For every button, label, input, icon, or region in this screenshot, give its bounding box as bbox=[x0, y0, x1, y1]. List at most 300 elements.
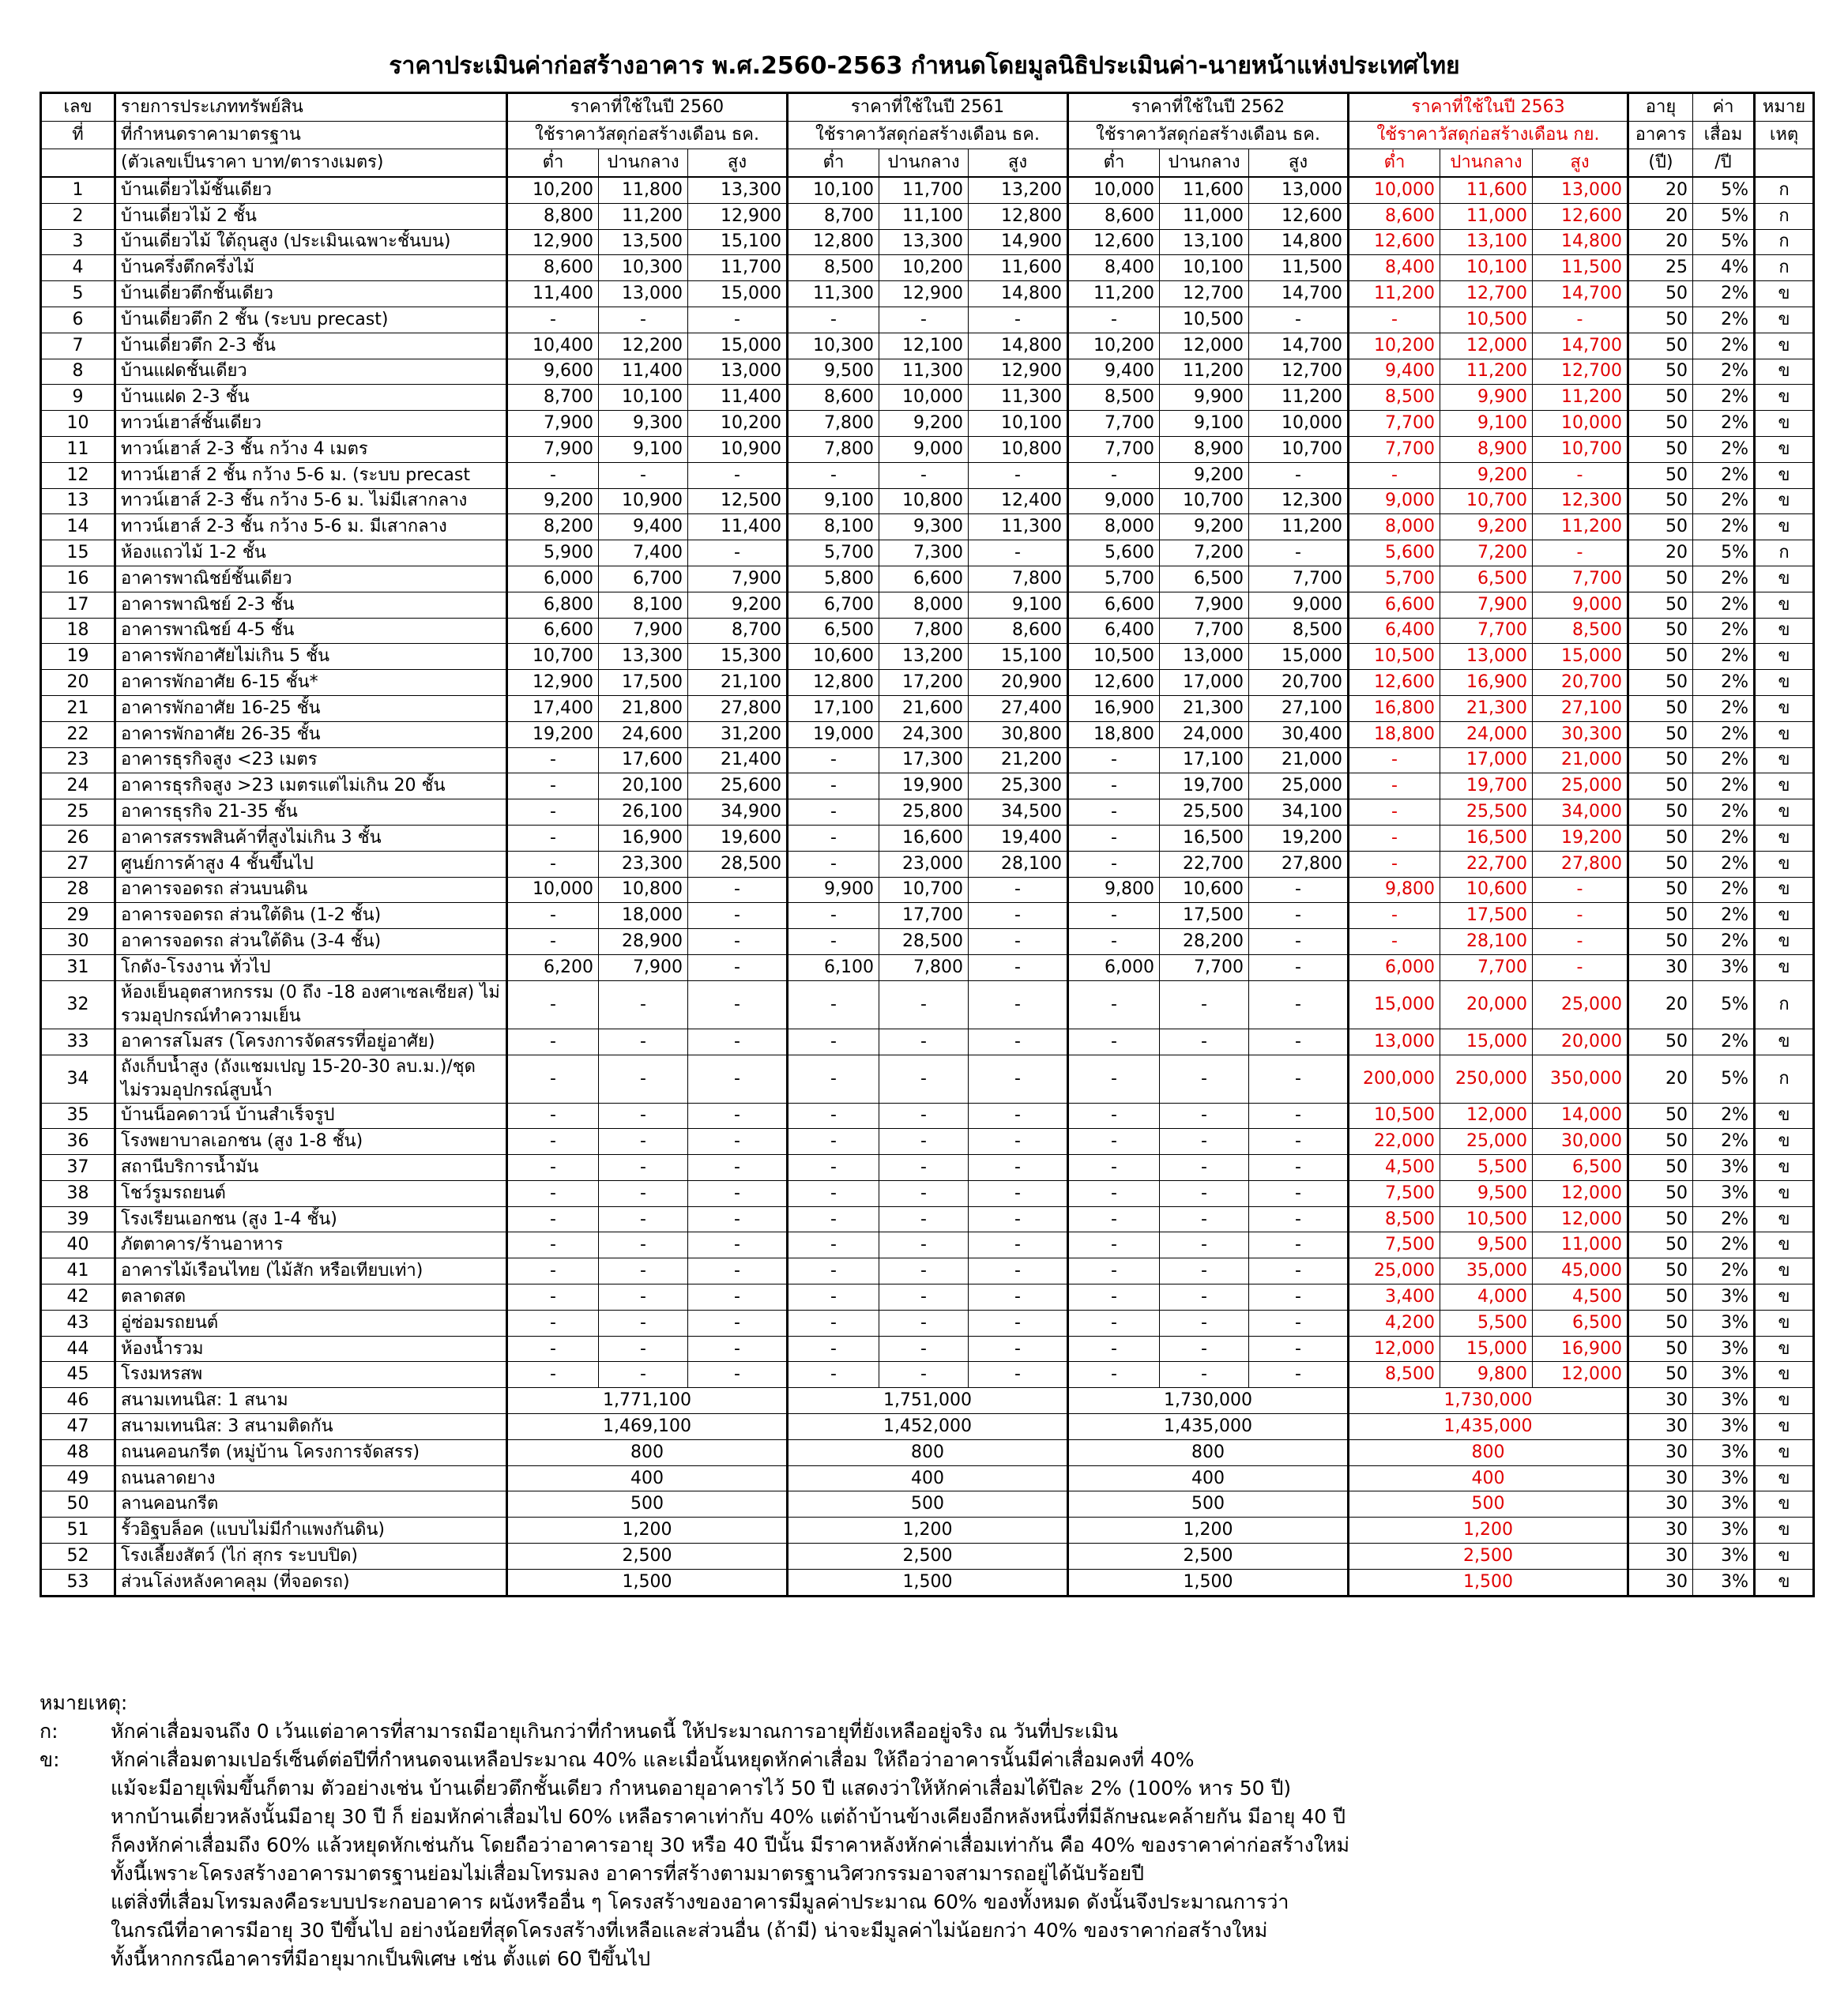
price-high: 8,500 bbox=[1533, 618, 1628, 644]
price-mid: - bbox=[1160, 980, 1249, 1029]
remark-line bbox=[40, 1860, 1809, 1888]
row-age: 50 bbox=[1628, 385, 1693, 411]
price-single: 400 bbox=[1349, 1465, 1628, 1491]
header-depreciation: ค่า bbox=[1693, 93, 1755, 122]
row-number: 30 bbox=[41, 929, 115, 955]
row-item-name: ทาวน์เฮาส์ 2-3 ชั้น กว้าง 5-6 ม. มีเสากลาง bbox=[115, 514, 507, 540]
price-mid: - bbox=[1160, 1029, 1249, 1055]
row-note: ข bbox=[1755, 1180, 1814, 1206]
row-depreciation: 2% bbox=[1693, 436, 1755, 462]
row-depreciation: 2% bbox=[1693, 773, 1755, 799]
price-mid: 16,600 bbox=[879, 825, 969, 851]
price-low: 5,600 bbox=[1068, 540, 1160, 566]
price-low: - bbox=[788, 851, 879, 877]
price-high: 9,000 bbox=[1533, 592, 1628, 618]
price-low: 6,400 bbox=[1068, 618, 1160, 644]
price-mid: 8,900 bbox=[1440, 436, 1533, 462]
price-low: - bbox=[788, 773, 879, 799]
header-note-2: เหตุ bbox=[1755, 122, 1814, 149]
row-number: 34 bbox=[41, 1055, 115, 1103]
row-number: 47 bbox=[41, 1414, 115, 1440]
price-high: - bbox=[688, 1362, 788, 1388]
row-number: 11 bbox=[41, 436, 115, 462]
table-row bbox=[41, 1180, 1814, 1206]
price-mid: 11,600 bbox=[1160, 177, 1249, 203]
price-low: 18,800 bbox=[1068, 721, 1160, 747]
price-low: 6,100 bbox=[788, 954, 879, 980]
price-high: - bbox=[1249, 954, 1349, 980]
price-high: - bbox=[1249, 1029, 1349, 1055]
price-single: 1,500 bbox=[507, 1569, 788, 1596]
row-item-name: ทาวน์เฮาส์ 2-3 ชั้น กว้าง 5-6 ม. ไม่มีเสากลาง bbox=[115, 488, 507, 514]
row-age: 50 bbox=[1628, 825, 1693, 851]
price-mid: 17,500 bbox=[599, 670, 688, 696]
price-mid: - bbox=[879, 980, 969, 1029]
price-high: 11,200 bbox=[1533, 385, 1628, 411]
price-high: 27,100 bbox=[1533, 695, 1628, 721]
table-row bbox=[41, 1491, 1814, 1518]
price-high: - bbox=[1249, 462, 1349, 488]
remarks-title: หมายเหตุ: bbox=[40, 1691, 128, 1714]
price-high: 19,200 bbox=[1249, 825, 1349, 851]
row-item-name: ส่วนโล่งหลังคาคลุม (ที่จอดรถ) bbox=[115, 1569, 507, 1596]
row-depreciation: 2% bbox=[1693, 359, 1755, 385]
price-high: 34,100 bbox=[1249, 799, 1349, 826]
price-high: 12,800 bbox=[969, 203, 1068, 229]
row-number: 14 bbox=[41, 514, 115, 540]
price-high: - bbox=[1249, 1310, 1349, 1336]
price-low: 10,100 bbox=[788, 177, 879, 203]
row-number: 26 bbox=[41, 825, 115, 851]
price-mid: 11,300 bbox=[879, 359, 969, 385]
row-number: 20 bbox=[41, 670, 115, 696]
price-mid: 10,300 bbox=[599, 255, 688, 281]
price-low: - bbox=[507, 307, 599, 333]
price-mid: 10,500 bbox=[1440, 307, 1533, 333]
price-high: 34,000 bbox=[1533, 799, 1628, 826]
row-item-name: อู่ซ่อมรถยนต์ bbox=[115, 1310, 507, 1336]
price-high: 27,400 bbox=[969, 695, 1068, 721]
row-item-name: อาคารพาณิชย์ 4-5 ชั้น bbox=[115, 618, 507, 644]
price-mid: 6,500 bbox=[1440, 566, 1533, 592]
price-low: 15,000 bbox=[1349, 980, 1440, 1029]
price-low: 5,600 bbox=[1349, 540, 1440, 566]
price-high: 7,900 bbox=[688, 566, 788, 592]
price-single: 2,500 bbox=[507, 1544, 788, 1570]
price-high: 21,000 bbox=[1249, 747, 1349, 773]
price-mid: 9,100 bbox=[599, 436, 688, 462]
price-low: - bbox=[788, 1055, 879, 1103]
row-note: ข bbox=[1755, 877, 1814, 903]
price-low: 8,700 bbox=[788, 203, 879, 229]
price-low: - bbox=[1068, 1180, 1160, 1206]
price-single: 1,730,000 bbox=[1068, 1388, 1349, 1414]
price-high: 28,100 bbox=[969, 851, 1068, 877]
table-row bbox=[41, 851, 1814, 877]
row-note: ข bbox=[1755, 721, 1814, 747]
price-high: 21,200 bbox=[969, 747, 1068, 773]
price-high: - bbox=[969, 1362, 1068, 1388]
price-mid: 11,700 bbox=[879, 177, 969, 203]
remark-text: แม้จะมีอายุเพิ่มขึ้นก็ตาม ตัวอย่างเช่น บ้านเดี่ยวตึกชั้นเดียว กำหนดอายุอาคารไว้ 50 ปี แสดงว่าให้หักค่าเสื่อมได้ปีละ 2% (100% หาร 50 ปี) bbox=[111, 1777, 1292, 1800]
price-mid: - bbox=[599, 1029, 688, 1055]
price-low: - bbox=[1068, 799, 1160, 826]
price-high: - bbox=[688, 1055, 788, 1103]
price-mid: - bbox=[1160, 1055, 1249, 1103]
price-low: 6,800 bbox=[507, 592, 599, 618]
price-low: 10,700 bbox=[507, 644, 599, 670]
price-low: 9,400 bbox=[1068, 359, 1160, 385]
row-depreciation: 3% bbox=[1693, 1465, 1755, 1491]
price-low: 4,200 bbox=[1349, 1310, 1440, 1336]
row-item-name: บ้านแฝดชั้นเดียว bbox=[115, 359, 507, 385]
remark-line bbox=[40, 1746, 1809, 1774]
price-high: 8,700 bbox=[688, 618, 788, 644]
remarks bbox=[40, 1689, 1809, 1973]
row-item-name: ห้องแถวไม้ 1-2 ชั้น bbox=[115, 540, 507, 566]
price-high: - bbox=[688, 954, 788, 980]
price-single: 2,500 bbox=[1349, 1544, 1628, 1570]
row-note: ข bbox=[1755, 1491, 1814, 1518]
remark-key bbox=[40, 1774, 111, 1803]
row-note: ข bbox=[1755, 1362, 1814, 1388]
remark-line bbox=[40, 1831, 1809, 1860]
price-high: - bbox=[1249, 903, 1349, 929]
row-age: 50 bbox=[1628, 488, 1693, 514]
price-mid: 25,500 bbox=[1440, 799, 1533, 826]
row-age: 50 bbox=[1628, 514, 1693, 540]
remark-text: ก็คงหักค่าเสื่อมถึง 60% แล้วหยุดหักเช่นกัน โดยถือว่าอาคารอายุ 30 หรือ 40 ปีนั้น มีราคาหลังหักค่าเสื่อมเท่ากัน คือ 40% ของราคาค่าก่อสร้างใหม่ bbox=[111, 1834, 1349, 1856]
row-depreciation: 2% bbox=[1693, 877, 1755, 903]
price-low: 5,700 bbox=[1068, 566, 1160, 592]
row-note: ข bbox=[1755, 1336, 1814, 1362]
row-note: ข bbox=[1755, 695, 1814, 721]
price-low: - bbox=[507, 929, 599, 955]
price-high: - bbox=[969, 1336, 1068, 1362]
price-low: - bbox=[507, 1336, 599, 1362]
price-low: 25,000 bbox=[1349, 1258, 1440, 1284]
table-row bbox=[41, 929, 1814, 955]
row-item-name: อาคารพักอาศัยไม่เกิน 5 ชั้น bbox=[115, 644, 507, 670]
price-low: 10,500 bbox=[1349, 644, 1440, 670]
price-mid: 12,000 bbox=[1440, 1103, 1533, 1129]
header-depreciation-2: เสื่อม bbox=[1693, 122, 1755, 149]
page-title: ราคาประเมินค่าก่อสร้างอาคาร พ.ศ.2560-2563 กำหนดโดยมูลนิธิประเมินค่า-นายหน้าแห่งประเทศไทย bbox=[389, 52, 1460, 80]
price-low: 3,400 bbox=[1349, 1284, 1440, 1311]
row-age: 50 bbox=[1628, 747, 1693, 773]
table-row bbox=[41, 1336, 1814, 1362]
price-high: - bbox=[688, 1232, 788, 1258]
price-high: - bbox=[969, 980, 1068, 1029]
row-note: ก bbox=[1755, 255, 1814, 281]
price-low: - bbox=[1068, 1055, 1160, 1103]
price-mid: 17,100 bbox=[1160, 747, 1249, 773]
price-high: 14,800 bbox=[969, 281, 1068, 307]
price-high: 9,000 bbox=[1249, 592, 1349, 618]
header-mid: ปานกลาง bbox=[1160, 149, 1249, 178]
header-high: สูง bbox=[1249, 149, 1349, 178]
price-high: - bbox=[1249, 1129, 1349, 1155]
row-age: 50 bbox=[1628, 773, 1693, 799]
row-depreciation: 2% bbox=[1693, 644, 1755, 670]
price-high: 14,700 bbox=[1533, 281, 1628, 307]
row-note: ข bbox=[1755, 307, 1814, 333]
price-mid: 21,600 bbox=[879, 695, 969, 721]
price-mid: - bbox=[599, 1180, 688, 1206]
row-age: 50 bbox=[1628, 436, 1693, 462]
price-mid: 9,400 bbox=[599, 514, 688, 540]
price-low: 8,500 bbox=[1349, 1362, 1440, 1388]
row-number: 29 bbox=[41, 903, 115, 929]
row-number: 36 bbox=[41, 1129, 115, 1155]
remark-text: หักค่าเสื่อมตามเปอร์เซ็นต์ต่อปีที่กำหนดจนเหลือประมาณ 40% และเมื่อนั้นหยุดหักค่าเสื่อม ให้ถือว่าอาคารนั้นมีค่าเสื่อมคงที่ 40% bbox=[111, 1748, 1195, 1771]
price-mid: 24,000 bbox=[1160, 721, 1249, 747]
price-single: 1,435,000 bbox=[1068, 1414, 1349, 1440]
price-mid: 11,000 bbox=[1160, 203, 1249, 229]
price-high: 16,900 bbox=[1533, 1336, 1628, 1362]
price-low: 6,700 bbox=[788, 592, 879, 618]
row-age: 30 bbox=[1628, 1414, 1693, 1440]
price-low: 19,000 bbox=[788, 721, 879, 747]
header-note: หมาย bbox=[1755, 93, 1814, 122]
row-depreciation: 2% bbox=[1693, 281, 1755, 307]
price-low: 6,000 bbox=[1068, 954, 1160, 980]
row-age: 20 bbox=[1628, 540, 1693, 566]
row-age: 50 bbox=[1628, 1362, 1693, 1388]
remark-line bbox=[40, 1717, 1809, 1746]
price-low: - bbox=[788, 1206, 879, 1232]
price-low: - bbox=[1068, 462, 1160, 488]
price-mid: 15,000 bbox=[1440, 1029, 1533, 1055]
price-low: 10,200 bbox=[507, 177, 599, 203]
price-low: 6,600 bbox=[1349, 592, 1440, 618]
header-mid: ปานกลาง bbox=[1440, 149, 1533, 178]
price-mid: 9,200 bbox=[879, 411, 969, 437]
price-single: 1,452,000 bbox=[788, 1414, 1068, 1440]
remark-text: หักค่าเสื่อมจนถึง 0 เว้นแต่อาคารที่สามารถมีอายุเกินกว่าที่กำหนดนี้ ให้ประมาณการอายุที่ยังเหลืออยู่จริง ณ วันที่ประเมิน bbox=[111, 1720, 1118, 1743]
row-age: 50 bbox=[1628, 877, 1693, 903]
price-mid: 19,700 bbox=[1160, 773, 1249, 799]
row-depreciation: 2% bbox=[1693, 566, 1755, 592]
price-low: - bbox=[788, 1258, 879, 1284]
price-high: - bbox=[1249, 1206, 1349, 1232]
price-high: 27,800 bbox=[1533, 851, 1628, 877]
row-depreciation: 2% bbox=[1693, 1206, 1755, 1232]
table-row bbox=[41, 255, 1814, 281]
price-low: - bbox=[507, 1206, 599, 1232]
row-depreciation: 2% bbox=[1693, 721, 1755, 747]
row-depreciation: 2% bbox=[1693, 618, 1755, 644]
price-low: - bbox=[507, 773, 599, 799]
price-high: - bbox=[688, 903, 788, 929]
price-low: - bbox=[1068, 1206, 1160, 1232]
price-low: - bbox=[1349, 773, 1440, 799]
price-high: 8,600 bbox=[969, 618, 1068, 644]
row-note: ข bbox=[1755, 1544, 1814, 1570]
row-note: ก bbox=[1755, 540, 1814, 566]
price-low: - bbox=[1349, 825, 1440, 851]
price-low: - bbox=[507, 1155, 599, 1181]
price-high: 34,900 bbox=[688, 799, 788, 826]
price-low: 8,500 bbox=[788, 255, 879, 281]
price-mid: - bbox=[599, 980, 688, 1029]
row-number: 51 bbox=[41, 1518, 115, 1544]
price-single: 500 bbox=[1068, 1491, 1349, 1518]
price-single: 1,200 bbox=[507, 1518, 788, 1544]
price-mid: - bbox=[879, 1336, 969, 1362]
price-high: 9,200 bbox=[688, 592, 788, 618]
price-high: - bbox=[688, 1103, 788, 1129]
table-row bbox=[41, 1258, 1814, 1284]
price-high: 7,800 bbox=[969, 566, 1068, 592]
price-high: 12,900 bbox=[969, 359, 1068, 385]
row-note: ข bbox=[1755, 773, 1814, 799]
price-high: 14,800 bbox=[1249, 229, 1349, 255]
row-depreciation: 2% bbox=[1693, 825, 1755, 851]
price-mid: - bbox=[1160, 1129, 1249, 1155]
price-low: - bbox=[1068, 773, 1160, 799]
header-sub-2561: ใช้ราคาวัสดุก่อสร้างเดือน ธค. bbox=[788, 122, 1068, 149]
price-mid: - bbox=[599, 1206, 688, 1232]
header-item: รายการประเภททรัพย์สิน bbox=[115, 93, 507, 122]
price-low: - bbox=[788, 929, 879, 955]
price-low: - bbox=[788, 1362, 879, 1388]
price-mid: 13,300 bbox=[599, 644, 688, 670]
row-number: 15 bbox=[41, 540, 115, 566]
price-mid: - bbox=[599, 307, 688, 333]
price-mid: 12,700 bbox=[1440, 281, 1533, 307]
row-note: ข bbox=[1755, 1465, 1814, 1491]
price-mid: 7,700 bbox=[1440, 954, 1533, 980]
price-table-body bbox=[41, 177, 1814, 1596]
price-mid: 9,300 bbox=[599, 411, 688, 437]
price-high: 7,700 bbox=[1533, 566, 1628, 592]
price-mid: - bbox=[599, 1055, 688, 1103]
price-high: - bbox=[969, 1029, 1068, 1055]
table-row bbox=[41, 307, 1814, 333]
price-mid: 24,000 bbox=[1440, 721, 1533, 747]
price-single: 1,771,100 bbox=[507, 1388, 788, 1414]
row-note: ข bbox=[1755, 954, 1814, 980]
price-high: 11,200 bbox=[1249, 514, 1349, 540]
price-high: 31,200 bbox=[688, 721, 788, 747]
price-mid: - bbox=[879, 1180, 969, 1206]
row-age: 50 bbox=[1628, 644, 1693, 670]
price-mid: - bbox=[879, 1103, 969, 1129]
price-low: - bbox=[788, 1180, 879, 1206]
row-item-name: ตลาดสด bbox=[115, 1284, 507, 1311]
row-item-name: อาคารสรรพสินค้าที่สูงไม่เกิน 3 ชั้น bbox=[115, 825, 507, 851]
price-low: 12,800 bbox=[788, 670, 879, 696]
header-item-2: ที่กำหนดราคามาตรฐาน bbox=[115, 122, 507, 149]
price-high: - bbox=[1249, 1155, 1349, 1181]
price-mid: 10,900 bbox=[599, 488, 688, 514]
price-high: - bbox=[969, 1258, 1068, 1284]
row-number: 27 bbox=[41, 851, 115, 877]
row-depreciation: 2% bbox=[1693, 307, 1755, 333]
price-single: 1,200 bbox=[788, 1518, 1068, 1544]
row-note: ข bbox=[1755, 462, 1814, 488]
row-depreciation: 2% bbox=[1693, 851, 1755, 877]
row-number: 21 bbox=[41, 695, 115, 721]
header-high: สูง bbox=[969, 149, 1068, 178]
price-mid: 25,500 bbox=[1160, 799, 1249, 826]
table-row bbox=[41, 1155, 1814, 1181]
price-mid: - bbox=[879, 1055, 969, 1103]
price-mid: 7,900 bbox=[1160, 592, 1249, 618]
price-low: - bbox=[507, 1310, 599, 1336]
price-low: - bbox=[507, 851, 599, 877]
row-depreciation: 5% bbox=[1693, 203, 1755, 229]
price-high: - bbox=[969, 877, 1068, 903]
price-low: - bbox=[507, 980, 599, 1029]
price-low: - bbox=[788, 1232, 879, 1258]
price-high: 7,700 bbox=[1249, 566, 1349, 592]
row-note: ก bbox=[1755, 203, 1814, 229]
price-low: 8,600 bbox=[788, 385, 879, 411]
price-low: 10,500 bbox=[1349, 1103, 1440, 1129]
price-mid: 11,000 bbox=[1440, 203, 1533, 229]
row-note: ข bbox=[1755, 436, 1814, 462]
price-mid: - bbox=[879, 1258, 969, 1284]
price-high: - bbox=[688, 1155, 788, 1181]
price-high: 30,400 bbox=[1249, 721, 1349, 747]
row-item-name: โรงพยาบาลเอกชน (สูง 1-8 ชั้น) bbox=[115, 1129, 507, 1155]
row-depreciation: 5% bbox=[1693, 229, 1755, 255]
price-low: - bbox=[507, 825, 599, 851]
price-high: 13,000 bbox=[688, 359, 788, 385]
price-low: - bbox=[788, 799, 879, 826]
price-high: 12,500 bbox=[688, 488, 788, 514]
price-mid: - bbox=[599, 1310, 688, 1336]
row-age: 30 bbox=[1628, 954, 1693, 980]
row-age: 20 bbox=[1628, 1055, 1693, 1103]
row-age: 20 bbox=[1628, 203, 1693, 229]
row-depreciation: 3% bbox=[1693, 1439, 1755, 1465]
row-number: 25 bbox=[41, 799, 115, 826]
price-low: 10,200 bbox=[1068, 333, 1160, 359]
price-mid: 18,000 bbox=[599, 903, 688, 929]
price-mid: 9,900 bbox=[1440, 385, 1533, 411]
row-note: ข bbox=[1755, 670, 1814, 696]
row-note: ข bbox=[1755, 1129, 1814, 1155]
price-low: 9,000 bbox=[1068, 488, 1160, 514]
row-depreciation: 3% bbox=[1693, 1284, 1755, 1311]
row-note: ข bbox=[1755, 1310, 1814, 1336]
price-low: 18,800 bbox=[1349, 721, 1440, 747]
row-note: ก bbox=[1755, 229, 1814, 255]
price-mid: 22,700 bbox=[1440, 851, 1533, 877]
row-number: 50 bbox=[41, 1491, 115, 1518]
price-high: 19,200 bbox=[1533, 825, 1628, 851]
table-row bbox=[41, 1129, 1814, 1155]
row-item-name: อาคารจอดรถ ส่วนใต้ดิน (1-2 ชั้น) bbox=[115, 903, 507, 929]
price-low: 7,700 bbox=[1068, 411, 1160, 437]
row-number: 4 bbox=[41, 255, 115, 281]
price-low: 9,400 bbox=[1349, 359, 1440, 385]
price-mid: 9,500 bbox=[1440, 1232, 1533, 1258]
price-mid: 20,000 bbox=[1440, 980, 1533, 1029]
price-high: - bbox=[969, 1180, 1068, 1206]
price-low: 12,600 bbox=[1349, 670, 1440, 696]
price-mid: 10,500 bbox=[1160, 307, 1249, 333]
table-row bbox=[41, 1362, 1814, 1388]
row-age: 50 bbox=[1628, 592, 1693, 618]
price-mid: 9,000 bbox=[879, 436, 969, 462]
price-mid: 7,800 bbox=[879, 618, 969, 644]
price-high: 12,300 bbox=[1249, 488, 1349, 514]
price-low: 10,000 bbox=[507, 877, 599, 903]
